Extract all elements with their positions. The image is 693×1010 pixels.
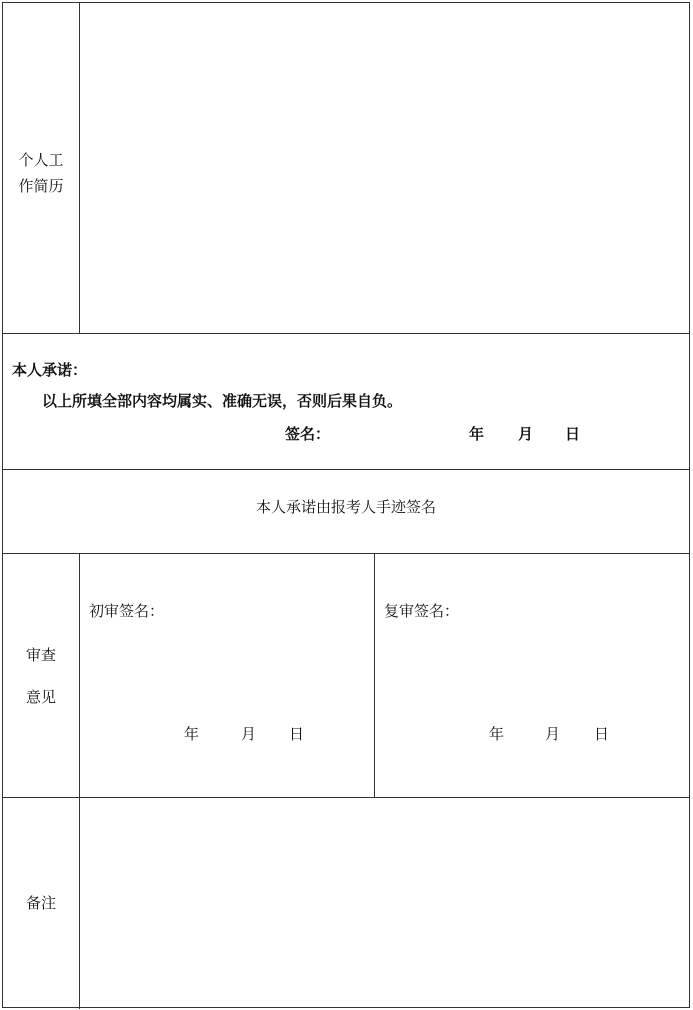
remarks-content-field[interactable] — [80, 798, 689, 1009]
handwriting-note-row — [3, 469, 689, 553]
resume-row — [3, 3, 689, 333]
promise-month-label: 月 — [518, 425, 534, 443]
initial-review-month-label: 月 — [241, 725, 257, 743]
promise-day-label: 日 — [565, 425, 581, 443]
remarks-label: 备注 — [25, 894, 56, 912]
recheck-review-year-label: 年 — [489, 725, 505, 743]
resume-label-cell — [3, 3, 80, 333]
review-row — [3, 553, 689, 797]
recheck-review-cell[interactable] — [375, 554, 689, 797]
resume-label-line1: 个人工 — [18, 151, 64, 169]
recheck-review-day-label: 日 — [594, 725, 610, 743]
review-label-line1: 审查 — [25, 645, 56, 664]
resume-label-line2: 作简历 — [18, 177, 64, 195]
promise-year-label: 年 — [469, 425, 485, 443]
initial-review-signature-label: 初审签名： — [89, 602, 165, 620]
application-form-table — [2, 2, 690, 1008]
recheck-review-signature-label: 复审签名： — [384, 602, 460, 620]
remarks-row — [3, 797, 689, 1009]
handwriting-note: 本人承诺由报考人手迹签名 — [255, 498, 436, 516]
promise-row — [3, 333, 689, 469]
initial-review-day-label: 日 — [289, 725, 305, 743]
remarks-label-cell — [3, 798, 80, 1009]
promise-statement: 以上所填全部内容均属实、准确无误，否则后果自负。 — [42, 392, 403, 410]
recheck-review-month-label: 月 — [545, 725, 561, 743]
promise-heading: 本人承诺： — [12, 361, 88, 379]
resume-content-field[interactable] — [80, 3, 689, 333]
initial-review-year-label: 年 — [184, 725, 200, 743]
review-label-cell — [3, 554, 80, 797]
signature-label: 签名： — [285, 425, 331, 443]
review-label-line2: 意见 — [25, 687, 56, 706]
initial-review-cell[interactable] — [80, 554, 375, 797]
